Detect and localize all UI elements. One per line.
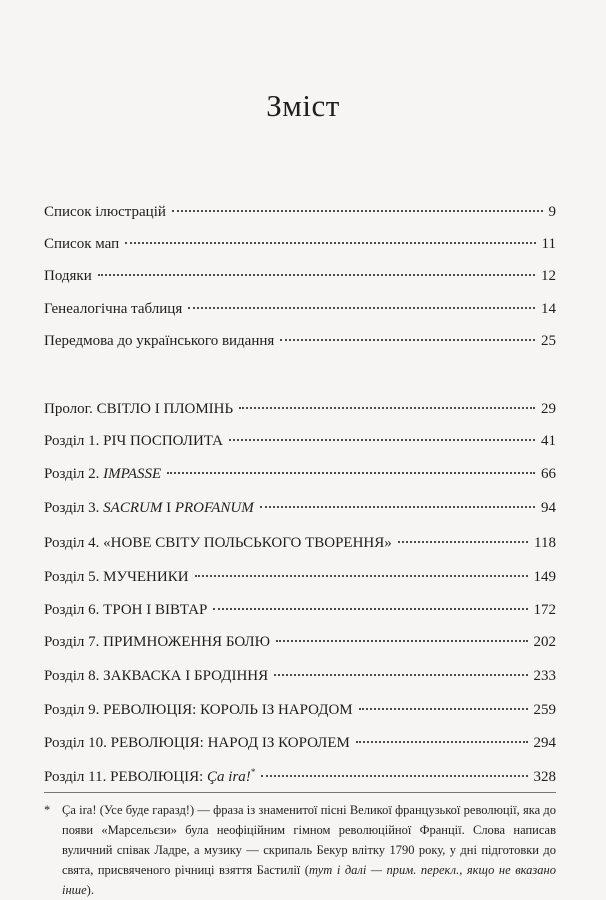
toc-entry-page: 94 bbox=[541, 500, 556, 516]
toc-entry-label: Список ілюстрацій bbox=[44, 204, 166, 220]
toc-entry-label: Розділ 5. МУЧЕНИКИ bbox=[44, 569, 189, 585]
dot-leader bbox=[261, 774, 527, 777]
toc-entry-prefix: Розділ 2. bbox=[44, 466, 104, 482]
toc-entry-chapter-2[interactable] bbox=[44, 462, 556, 486]
toc-entry-italic-title-2: PROFANUM bbox=[174, 500, 254, 516]
toc-entry-page: 66 bbox=[541, 466, 556, 482]
toc-entry-preface[interactable] bbox=[44, 329, 556, 353]
toc-entry-label: Розділ 6. ТРОН І ВІВТАР bbox=[44, 602, 208, 618]
toc-entry-prologue[interactable] bbox=[44, 397, 556, 421]
dot-leader bbox=[188, 306, 535, 309]
footnote-text bbox=[62, 800, 556, 900]
toc-entry-chapter-10[interactable] bbox=[44, 731, 556, 755]
toc-entry-page: 12 bbox=[541, 268, 556, 284]
dot-leader bbox=[167, 471, 535, 474]
toc-entry-label: Розділ 1. РІЧ ПОСПОЛИТА bbox=[44, 433, 224, 449]
toc-entry-label: Список мап bbox=[44, 236, 120, 252]
footnote-text-part-1: Ça ira! (Усе буде гаразд!) — фраза із знаменитої пісні Великої французької революції, яка до появи «Марсельєзи» була неофіційним гімном революційної Франції. Слова написав вуличний співак Ладре, а музику — скрипаль Бекур влітку 1790 року, у дні підготовки до свята, присвяченого річниці взяття Бастилії ( bbox=[62, 803, 556, 877]
toc-entry-italic-title: IMPASSE bbox=[103, 466, 162, 482]
toc-entry-label: Пролог. СВІТЛО І ПЛОМІНЬ bbox=[44, 401, 234, 417]
toc-entry-label: Передмова до українського видання bbox=[44, 333, 275, 349]
toc-entry-illustrations[interactable] bbox=[44, 200, 556, 224]
toc-entry-label bbox=[44, 765, 255, 789]
dot-leader bbox=[213, 607, 527, 610]
dot-leader bbox=[274, 673, 527, 676]
dot-leader bbox=[359, 707, 528, 710]
toc-entry-label: Генеалогічна таблиця bbox=[44, 301, 183, 317]
toc-entry-prefix: Розділ 3. bbox=[44, 500, 104, 516]
footnote-reference[interactable]: * bbox=[250, 767, 256, 777]
toc-entry-genealogy[interactable] bbox=[44, 297, 556, 321]
toc-entry-page: 11 bbox=[541, 236, 556, 252]
dot-leader bbox=[398, 540, 528, 543]
toc-entry-prefix: Розділ 11. РЕВОЛЮЦІЯ: bbox=[44, 769, 208, 785]
toc-entry-italic-title: Ça ira! bbox=[207, 769, 251, 785]
toc-entry-label: Розділ 9. РЕВОЛЮЦІЯ: КОРОЛЬ ІЗ НАРОДОМ bbox=[44, 702, 353, 718]
toc-entry-chapter-4[interactable] bbox=[44, 531, 556, 555]
toc-entry-page: 25 bbox=[541, 333, 556, 349]
toc-entry-page: 202 bbox=[533, 634, 556, 650]
dot-leader bbox=[229, 438, 535, 441]
toc-entry-chapter-7[interactable] bbox=[44, 630, 556, 654]
footnote-mark: * bbox=[44, 803, 51, 817]
dot-leader bbox=[239, 406, 535, 409]
toc-entry-page: 29 bbox=[541, 401, 556, 417]
toc-entry-label: Розділ 4. «НОВЕ СВІТУ ПОЛЬСЬКОГО ТВОРЕННЯ» bbox=[44, 535, 392, 551]
toc-entry-label: Розділ 8. ЗАКВАСКА І БРОДІННЯ bbox=[44, 668, 269, 684]
toc-entry-page: 233 bbox=[533, 668, 556, 684]
toc-entry-page: 259 bbox=[533, 702, 556, 718]
footnote-divider bbox=[44, 792, 556, 793]
toc-entry-chapter-8[interactable] bbox=[44, 664, 556, 688]
toc-entry-page: 328 bbox=[533, 769, 556, 785]
page-title: Зміст bbox=[266, 88, 340, 123]
toc-entry-label: Розділ 10. РЕВОЛЮЦІЯ: НАРОД ІЗ КОРОЛЕМ bbox=[44, 735, 350, 751]
toc-entry-chapter-3[interactable] bbox=[44, 496, 556, 520]
toc-entry-page: 9 bbox=[548, 204, 556, 220]
toc-entry-chapter-5[interactable] bbox=[44, 565, 556, 589]
toc-entry-label bbox=[44, 462, 161, 486]
toc-entry-page: 149 bbox=[533, 569, 556, 585]
footnote-italic-note: тут і далі — прим. перекл., якщо не вказано інше bbox=[62, 863, 556, 897]
dot-leader bbox=[125, 241, 535, 244]
toc-entry-italic-title: SACRUM bbox=[103, 500, 163, 516]
toc-entry-page: 14 bbox=[541, 301, 556, 317]
toc-entry-acknowledgements[interactable] bbox=[44, 264, 556, 288]
dot-leader bbox=[280, 338, 535, 341]
dot-leader bbox=[356, 740, 528, 743]
toc-entry-conjunction: І bbox=[162, 500, 175, 516]
toc-entry-page: 294 bbox=[533, 735, 556, 751]
toc-entry-chapter-9[interactable] bbox=[44, 698, 556, 722]
dot-leader bbox=[195, 574, 528, 577]
toc-entry-page: 172 bbox=[533, 602, 556, 618]
toc-entry-label: Подяки bbox=[44, 268, 92, 284]
toc-entry-label: Розділ 7. ПРИМНОЖЕННЯ БОЛЮ bbox=[44, 634, 271, 650]
toc-entry-chapter-11[interactable] bbox=[44, 765, 556, 789]
footnote bbox=[44, 800, 556, 900]
toc-entry-maps[interactable] bbox=[44, 232, 556, 256]
footnote-text-part-2: ). bbox=[86, 883, 94, 897]
dot-leader bbox=[276, 639, 527, 642]
toc-entry-page: 41 bbox=[541, 433, 556, 449]
dot-leader bbox=[98, 273, 535, 276]
toc-entry-chapter-6[interactable] bbox=[44, 598, 556, 622]
toc-entry-chapter-1[interactable] bbox=[44, 429, 556, 453]
toc-entry-page: 118 bbox=[534, 535, 556, 551]
dot-leader bbox=[260, 505, 535, 508]
toc-entry-label bbox=[44, 496, 254, 520]
dot-leader bbox=[172, 209, 543, 212]
